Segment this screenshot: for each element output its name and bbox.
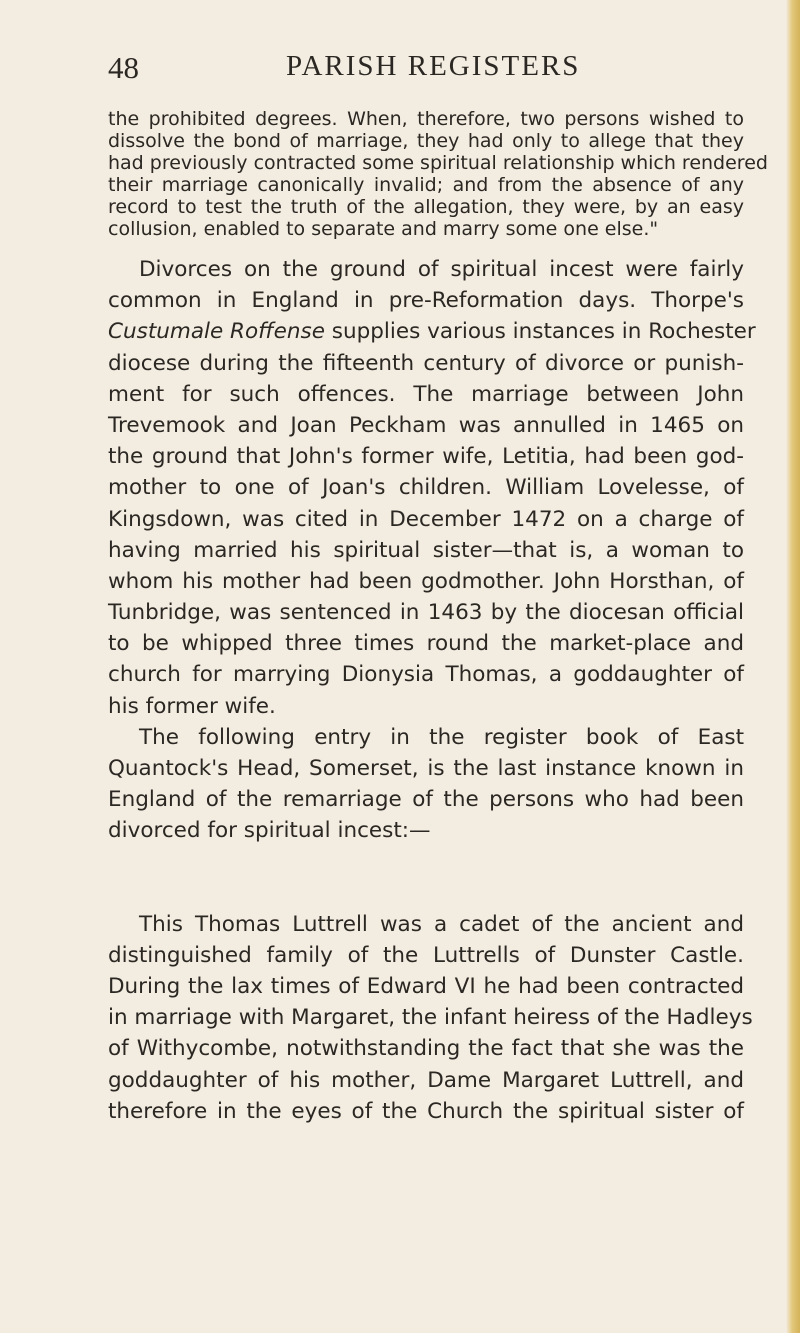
text-line: Tunbridge, was sentenced in 1463 by the diocesan official [108, 600, 744, 626]
text-line: Quantock's Head, Somerset, is the last instance known in [108, 756, 744, 781]
text-line: This Thomas Luttrell was a cadet of the ancient and [139, 911, 744, 937]
quote-line [108, 847, 744, 878]
text-line: their marriage canonically invalid; and from the absence of any [108, 174, 744, 196]
paragraph-3 [108, 722, 744, 847]
text-line: ment for such offences. The marriage between John [108, 381, 744, 407]
text-line: had previously contracted some spiritual relationship which rendered [108, 152, 768, 174]
body-text [108, 108, 768, 1127]
text-line: his former wife. [108, 693, 276, 719]
text-line: whom his mother had been godmother. John Horsthan, of [108, 568, 744, 594]
text-line: The following entry in the register book of East [139, 724, 744, 750]
text-line: diocese during the fifteenth century of divorce or punish- [108, 350, 744, 376]
paragraph-1 [108, 108, 768, 240]
text-line: the ground that John's former wife, Letitia, had been god- [108, 444, 744, 470]
text-line: to be whipped three times round the market-place and [108, 631, 744, 657]
text-line: common in England in pre-Reformation days. Thorpe's [108, 288, 744, 314]
text-line: Trevemook and Joan Peckham was annulled in 1465 on [108, 412, 744, 438]
quote-line [108, 878, 744, 905]
running-head [0, 50, 786, 98]
text-line: divorced for spiritual incest:— [108, 818, 431, 844]
text-line: distinguished family of the Luttrells of Dunster Castle. [108, 942, 744, 968]
quoted-entry [108, 847, 744, 905]
page-edge [786, 0, 800, 1333]
book-title: Custumale Roffense [108, 319, 325, 345]
page-number: 48 [108, 50, 139, 85]
text-line: therefore in the eyes of the Church the spiritual sister of [108, 1098, 744, 1124]
text-line: the prohibited degrees. When, therefore, two persons wished to [108, 108, 744, 130]
text-line: church for marrying Dionysia Thomas, a goddaughter of [108, 662, 744, 688]
text-line: Kingsdown, was cited in December 1472 on a charge of [108, 506, 744, 532]
text-line: dissolve the bond of marriage, they had only to allege that they [108, 130, 744, 152]
text-line: in marriage with Margaret, the infant heiress of the Hadleys [108, 1005, 753, 1031]
text-line: collusion, enabled to separate and marry some one else." [108, 218, 659, 240]
text-line: During the lax times of Edward VI he had been contracted [108, 973, 744, 999]
text-line: record to test the truth of the allegation, they were, by an easy [108, 196, 744, 218]
text-line: of Withycombe, notwithstanding the fact that she was the [108, 1036, 744, 1062]
text-line-with-title [108, 316, 756, 347]
text-line: goddaughter of his mother, Dame Margaret Luttrell, and [108, 1067, 744, 1093]
paragraph-2 [108, 254, 756, 722]
running-title: PARISH REGISTERS [286, 50, 581, 82]
text-line: mother to one of Joan's children. William Lovelesse, of [108, 475, 744, 501]
text-fragment: supplies various instances in Rochester [324, 319, 756, 345]
text-line: Divorces on the ground of spiritual incest were fairly [139, 257, 744, 282]
text-line: England of the remarriage of the persons who had been [108, 787, 744, 813]
paragraph-4 [108, 909, 753, 1127]
text-line: having married his spiritual sister—that is, a woman to [108, 537, 744, 563]
